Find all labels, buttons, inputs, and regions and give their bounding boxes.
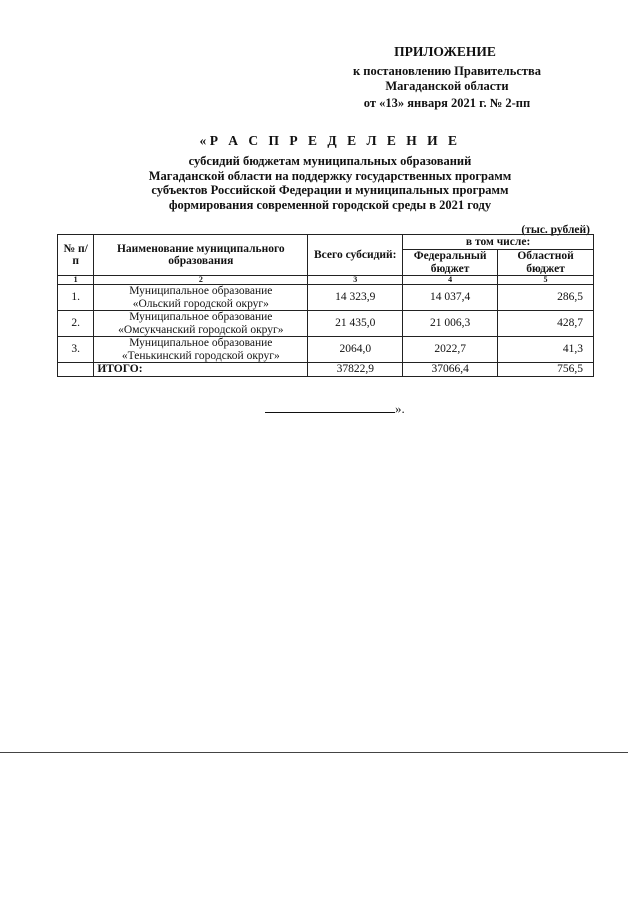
row-number: 2. xyxy=(58,311,94,337)
appendix-title: ПРИЛОЖЕНИЕ xyxy=(394,44,496,59)
unit-note: (тыс. рублей) xyxy=(521,224,590,236)
subtitle-line: субъектов Российской Федерации и муниципальных программ xyxy=(151,183,509,197)
grand-regional-value: 756,5 xyxy=(498,363,594,377)
total-row xyxy=(58,363,594,377)
decree-date-number: от «13» января 2021 г. № 2-пп xyxy=(363,96,531,110)
municipality-name: Муниципальное образование «Омсукчанский городской округ» xyxy=(94,311,308,337)
column-number: 3 xyxy=(308,276,403,285)
appendix-line-1: к постановлению Правительства xyxy=(352,64,542,78)
grand-total-value: 37822,9 xyxy=(308,363,403,377)
regional-value: 428,7 xyxy=(498,311,594,337)
page-divider xyxy=(0,752,628,753)
signature-underline xyxy=(265,403,395,413)
document-subtitle xyxy=(90,154,570,212)
closing-line xyxy=(265,401,445,417)
federal-value: 21 006,3 xyxy=(403,311,498,337)
table-row xyxy=(58,285,594,311)
appendix-line-2: Магаданской области xyxy=(385,79,509,93)
header-regional: Областной бюджет xyxy=(498,250,594,276)
subtitle-line: Магаданской области на поддержку государственных программ xyxy=(148,168,512,183)
header-no: № п/п xyxy=(58,235,94,276)
appendix-decree-reference xyxy=(322,64,572,94)
subtitle-line: субсидий бюджетам муниципальных образований xyxy=(188,154,472,168)
distribution-table xyxy=(57,234,594,377)
federal-value: 2022,7 xyxy=(403,337,498,363)
total-value: 21 435,0 xyxy=(308,311,403,337)
header-name: Наименование муниципального образования xyxy=(94,235,308,276)
column-number: 5 xyxy=(498,276,594,285)
total-value: 14 323,9 xyxy=(308,285,403,311)
column-number: 2 xyxy=(94,276,308,285)
municipality-name: Муниципальное образование «Тенькинский городской округ» xyxy=(94,337,308,363)
grand-federal-value: 37066,4 xyxy=(403,363,498,377)
regional-value: 41,3 xyxy=(498,337,594,363)
header-total: Всего субсидий: xyxy=(308,235,403,276)
total-row-empty xyxy=(58,363,94,377)
row-number: 3. xyxy=(58,337,94,363)
column-number: 4 xyxy=(403,276,498,285)
regional-value: 286,5 xyxy=(498,285,594,311)
header-including: в том числе: xyxy=(403,235,594,250)
total-value: 2064,0 xyxy=(308,337,403,363)
subtitle-line: формирования современной городской среды в 2021 году xyxy=(168,197,492,212)
table-row xyxy=(58,311,594,337)
header-federal: Федеральный бюджет xyxy=(403,250,498,276)
municipality-name: Муниципальное образование «Ольский городской округ» xyxy=(94,285,308,311)
row-number: 1. xyxy=(58,285,94,311)
closing-quote: ». xyxy=(395,401,405,416)
column-number: 1 xyxy=(58,276,94,285)
federal-value: 14 037,4 xyxy=(403,285,498,311)
total-label: ИТОГО: xyxy=(94,363,308,377)
document-title: «Р А С П Р Е Д Е Л Е Н И Е xyxy=(199,133,461,148)
table-row xyxy=(58,337,594,363)
